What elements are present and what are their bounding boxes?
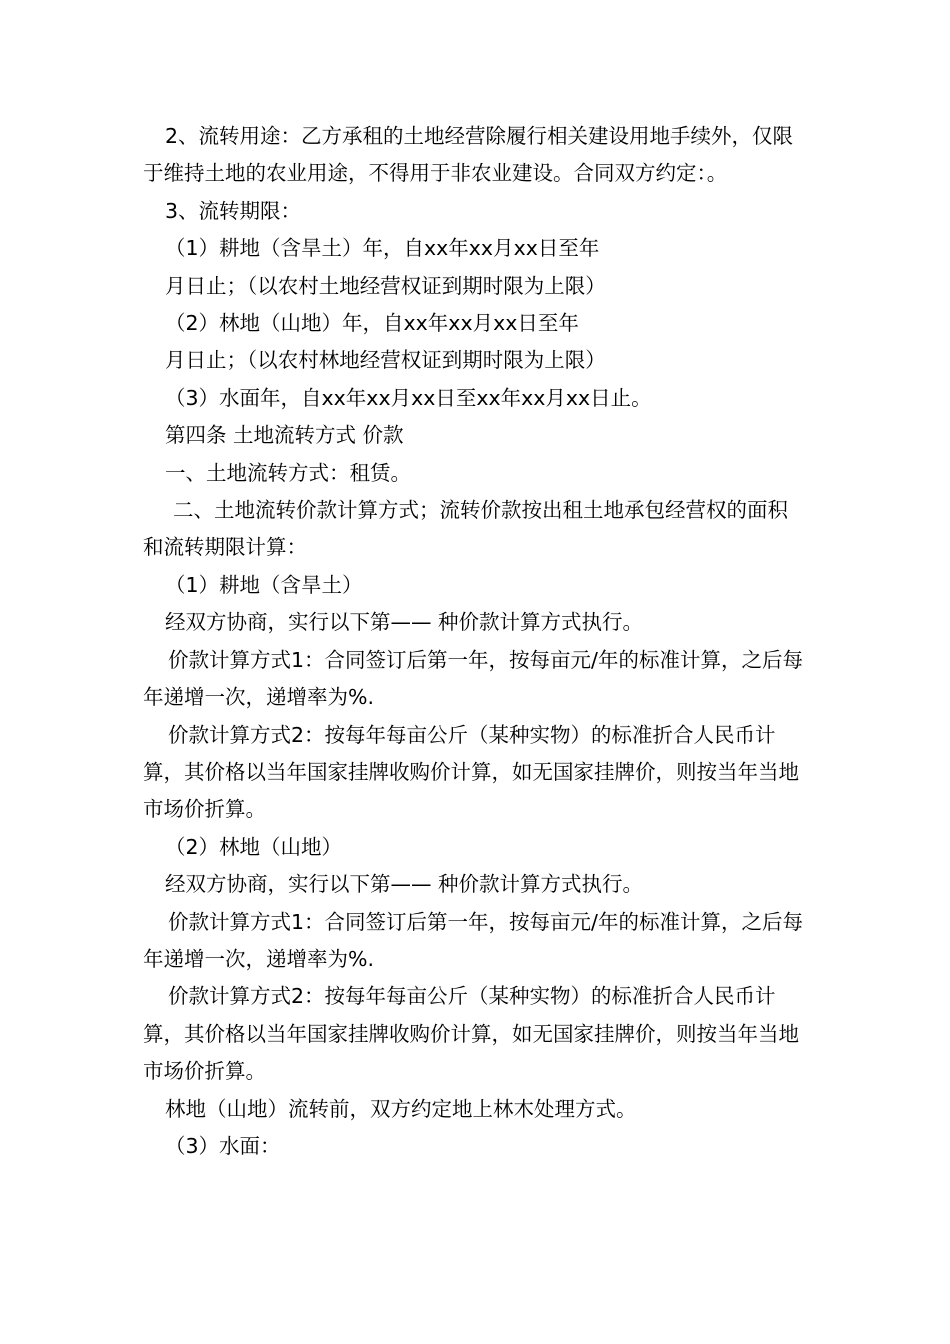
paragraph-farmland-negotiation: 经双方协商，实行以下第—— 种价款计算方式执行。	[165, 610, 644, 635]
paragraph-farmland-heading: （1）耕地（含旱土）	[165, 572, 363, 597]
paragraph-forest-price-1: 价款计算方式1：合同签订后第一年，按每亩元/年的标准计算，之后每年递增一次，递增率为%.	[143, 909, 803, 971]
paragraph-forest-negotiation: 经双方协商，实行以下第—— 种价款计算方式执行。	[165, 872, 644, 897]
paragraph-term-forest: （2）林地（山地）年，自xx年xx月xx日至年	[165, 311, 579, 336]
paragraph-term-heading: 3、流转期限：	[165, 198, 302, 223]
paragraph-term-farmland-end: 月日止；（以农村土地经营权证到期时限为上限）	[165, 273, 606, 298]
paragraph-term-farmland: （1）耕地（含旱土）年，自xx年xx月xx日至年	[165, 236, 600, 261]
paragraph-water-heading: （3）水面：	[165, 1133, 281, 1158]
paragraph-forest-trees: 林地（山地）流转前，双方约定地上林木处理方式。	[165, 1096, 637, 1121]
paragraph-farmland-price-1: 价款计算方式1：合同签订后第一年，按每亩元/年的标准计算，之后每年递增一次，递增率为%.	[143, 647, 803, 710]
paragraph-price-method: 二、土地流转价款计算方式；流转价款按出租土地承包经营权的面积和流转期限计算：	[143, 498, 788, 560]
paragraph-term-forest-end: 月日止；（以农村林地经营权证到期时限为上限）	[165, 348, 606, 373]
article-four-heading: 第四条 土地流转方式 价款	[165, 423, 404, 448]
paragraph-forest-heading: （2）林地（山地）	[165, 834, 343, 859]
paragraph-transfer-method: 一、土地流转方式：租赁。	[165, 460, 411, 485]
paragraph-forest-price-2: 价款计算方式2：按每年每亩公斤（某种实物）的标准折合人民币计算，其价格以当年国家挂牌收购价计算，如无国家挂牌价，则按当年当地市场价折算。	[143, 984, 799, 1084]
document-body	[143, 118, 808, 1165]
paragraph-land-use: 2、流转用途：乙方承租的土地经营除履行相关建设用地手续外，仅限于维持土地的农业用途，不得用于非农业建设。合同双方约定：。	[143, 124, 794, 186]
paragraph-term-water: （3）水面年，自xx年xx月xx日至xx年xx月xx日止。	[165, 385, 652, 410]
paragraph-farmland-price-2: 价款计算方式2：按每年每亩公斤（某种实物）的标准折合人民币计算，其价格以当年国家挂牌收购价计算，如无国家挂牌价，则按当年当地市场价折算。	[143, 722, 799, 822]
